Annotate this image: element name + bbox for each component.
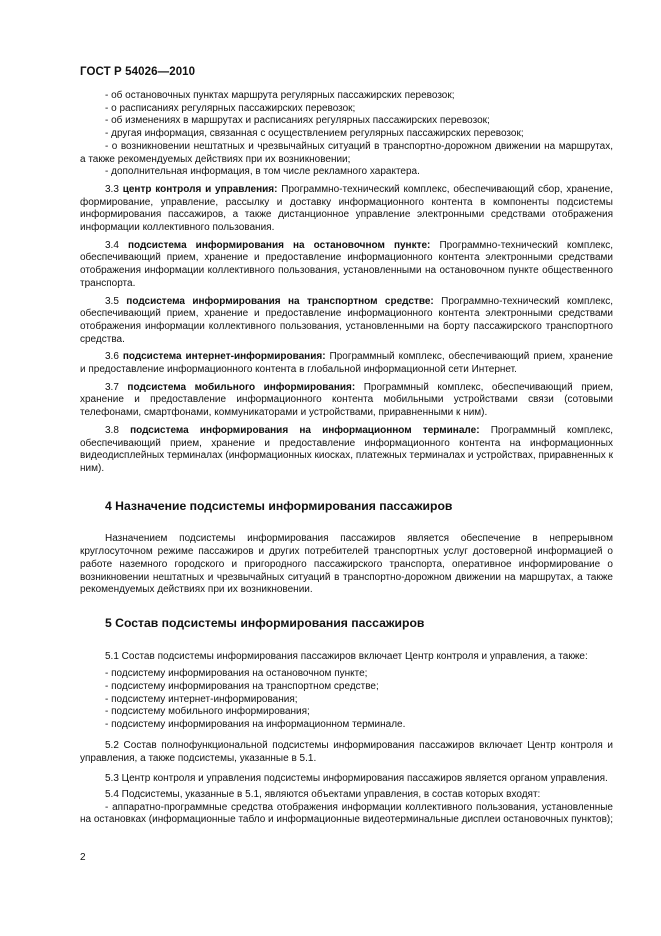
- list-item: - о возникновении нештатных и чрезвычайных ситуаций в транспортно-дорожном движении на маршрутах, а также рекомендуемых действиях при их возникновении;: [80, 140, 613, 165]
- page-number: 2: [80, 852, 86, 863]
- term-number: 3.6: [105, 351, 119, 363]
- term-title: центр контроля и управления:: [122, 183, 278, 195]
- term-definition-3-8: [80, 425, 613, 476]
- section-5-title: 5 Состав подсистемы информирования пассажиров: [105, 615, 425, 630]
- info-types-list: [80, 90, 613, 179]
- list-item: - подсистему информирования на информационном терминале.: [105, 719, 406, 731]
- section-5-1: 5.1 Состав подсистемы информирования пассажиров включает Центр контроля и управления, а также:: [105, 650, 588, 662]
- list-item: - об изменениях в маршрутах и расписаниях регулярных пассажирских перевозок;: [105, 115, 490, 127]
- term-title: подсистема информирования на остановочном пункте:: [127, 239, 431, 251]
- section-4-body: Назначением подсистемы информирования пассажиров является обеспечение в непрерывном круглосуточном режиме пассажиров и других потребителей транспортных услуг достоверной информацией о работе наземного городского и пригородного пассажирского транспорта, оперативное информирование о возникновении нештатных и чрезвычайных ситуаций в транспортно-дорожном движении на маршрутах, а также рекомендуемых действиях при их возникновении.: [80, 533, 613, 596]
- term-title: подсистема информирования на транспортном средстве:: [126, 295, 434, 307]
- term-text: Программно-технический комплекс, обеспечивающий прием, хранение и предоставление информационного контента электронными средствами отображения информации коллективного пользования, установленными на остановочном пункте общественного транспорта.: [80, 239, 613, 289]
- term-text: Программный комплекс, обеспечивающий прием, хранение и предоставление информационного контента в глобальной информационной сети Интернет.: [80, 351, 613, 376]
- term-text: Программно-технический комплекс, обеспечивающий сбор, хранение, формирование, управление, рассылку и доставку информационного контента в компоненты подсистемы информирования пассажиров, а также дистанционное управление электронными средствами отображения информации коллективного пользования.: [80, 183, 614, 234]
- term-definition-3-5: [80, 296, 613, 347]
- section-4-title: 4 Назначение подсистемы информирования пассажиров: [105, 498, 453, 513]
- term-number: 3.7: [105, 381, 119, 393]
- term-number: 3.4: [105, 239, 119, 251]
- term-title: подсистема мобильного информирования:: [127, 381, 356, 393]
- page-content: [80, 90, 613, 827]
- term-number: 3.5: [105, 295, 119, 307]
- term-definition-3-6: [80, 351, 613, 376]
- section-5-4-item: - аппаратно-программные средства отображения информации коллективного пользования, установленные на остановках (информационные табло и информационные видеотерминальные дисплеи остановочных пунктов);: [80, 801, 614, 826]
- term-text: Программный комплекс, обеспечивающий прием, хранение и предоставление информационного контента мобильными устройствами связи (сотовыми телефонами, смартфонами, коммуникаторами и устройствами, приравненными к ним).: [80, 381, 613, 419]
- list-item: - подсистему информирования на транспортном средстве;: [105, 681, 379, 693]
- section-5-3: 5.3 Центр контроля и управления подсистемы информирования пассажиров является органом управления.: [105, 773, 608, 785]
- term-number: 3.3: [105, 183, 119, 195]
- term-definition-3-4: [80, 240, 613, 291]
- term-text: Программно-технический комплекс, обеспечивающий прием, хранение и предоставление информационного контента электронными средствами отображения информации коллективного пользования, установленными на борту пассажирского транспортного средства.: [80, 295, 614, 345]
- list-item: - об остановочных пунктах маршрута регулярных пассажирских перевозок;: [105, 90, 455, 101]
- list-item: - другая информация, связанная с осуществлением регулярных пассажирских перевозок;: [105, 128, 524, 140]
- term-title: подсистема информирования на информационном терминале:: [130, 424, 480, 436]
- list-item: - дополнительная информация, в том числе рекламного характера.: [105, 166, 420, 178]
- term-definition-3-7: [80, 382, 613, 420]
- list-item: - о расписаниях регулярных пассажирских перевозок;: [105, 102, 356, 114]
- term-number: 3.8: [105, 424, 119, 436]
- document-header: ГОСТ Р 54026—2010: [80, 66, 196, 78]
- term-definition-3-3: [80, 184, 613, 235]
- term-text: Программный комплекс, обеспечивающий прием, хранение и предоставление информационного контента на информационных видеодисплейных терминалах (информационных киосках, платежных терминалах и устройствах, приравненных к ним).: [80, 424, 613, 474]
- list-item: - подсистему интернет-информирования;: [105, 693, 298, 705]
- term-title: подсистема интернет-информирования:: [122, 351, 326, 363]
- section-5-4: 5.4 Подсистемы, указанные в 5.1, являются объектами управления, в состав которых входят:: [105, 788, 541, 800]
- list-item: - подсистему информирования на остановочном пункте;: [105, 668, 368, 680]
- subsystems-list: [80, 668, 613, 732]
- section-5-2: 5.2 Состав полнофункциональной подсистемы информирования пассажиров включает Центр контроля и управления, а также подсистемы, указанные в 5.1.: [80, 739, 613, 764]
- list-item: - подсистему мобильного информирования;: [105, 706, 310, 718]
